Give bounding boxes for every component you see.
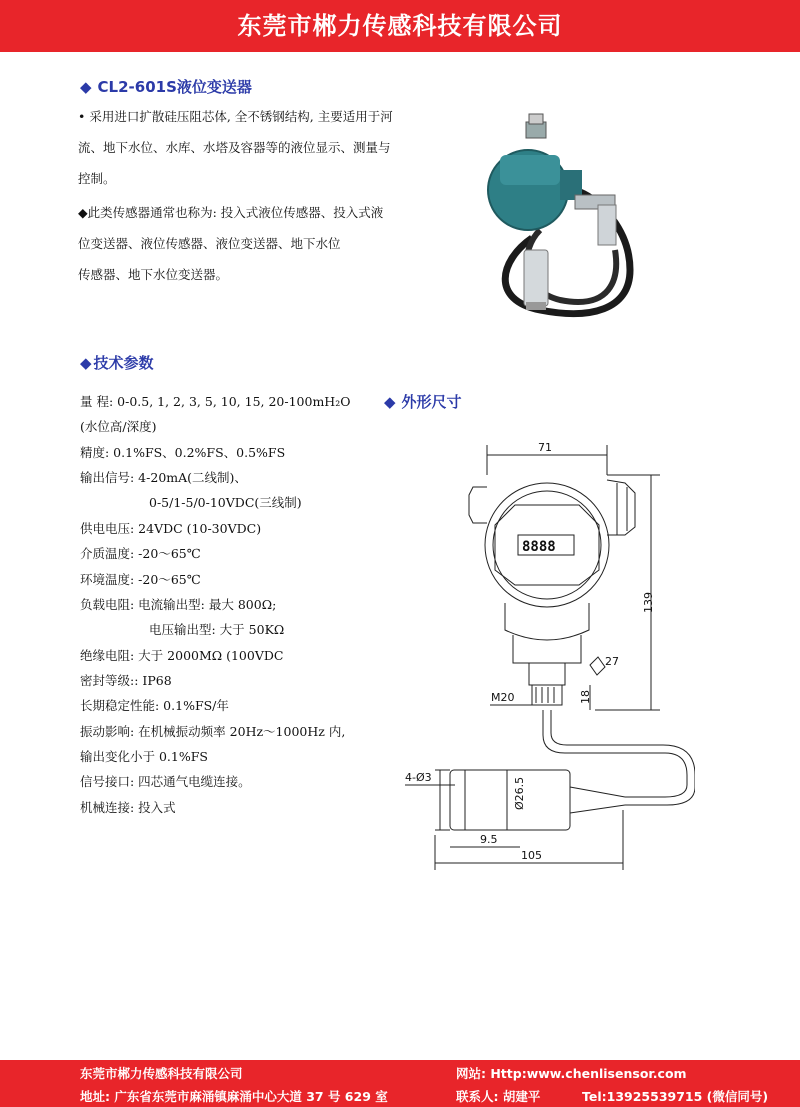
dimension-drawing (395, 435, 695, 875)
spec-load-voltage: 电压输出型: 大于 50KΩ (149, 622, 285, 637)
intro-line: 位变送器、液位传感器、液位变送器、地下水位 (78, 236, 341, 251)
spec-output: 输出信号: 4-20mA(二线制)、 (80, 470, 247, 485)
product-title: CL2-601S液位变送器 (97, 78, 252, 96)
spec-range: 量 程: 0-0.5, 1, 2, 3, 5, 10, 15, 20-100mH₂O (80, 394, 351, 409)
diamond-icon: ◆ (384, 393, 396, 411)
company-title: 东莞市郴力传感科技有限公司 (237, 12, 563, 40)
intro-line: 控制。 (78, 171, 116, 186)
footer-banner (0, 1060, 800, 1107)
spec-insulation: 绝缘电阻: 大于 2000MΩ (100VDC (80, 648, 284, 663)
spec-output-voltage: 0-5/1-5/0-10VDC(三线制) (149, 495, 302, 510)
tech-heading (80, 352, 154, 373)
spec-sealing: 密封等级:: IP68 (80, 673, 172, 688)
dim-wrench: 27 (605, 655, 619, 668)
spec-vibration-output: 输出变化小于 0.1%FS (80, 749, 208, 764)
product-heading (80, 76, 252, 97)
footer-company: 东莞市郴力传感科技有限公司 (80, 1066, 243, 1081)
intro-line: 传感器、地下水位变送器。 (78, 267, 229, 282)
spec-supply: 供电电压: 24VDC (10-30VDC) (80, 521, 262, 536)
footer-tel: Tel:13925539715 (微信同号) (582, 1089, 769, 1104)
dim-height: 139 (642, 592, 655, 613)
diamond-icon: ◆ (80, 78, 92, 96)
spec-vibration: 振动影响: 在机械振动频率 20Hz～1000Hz 内, (80, 724, 346, 739)
dim-thread: M20 (491, 691, 515, 704)
spec-signal: 信号接口: 四芯通气电缆连接。 (80, 774, 251, 789)
dim-width: 71 (538, 441, 552, 454)
footer-address: 地址: 广东省东莞市麻涌镇麻涌中心大道 37 号 629 室 (80, 1089, 388, 1104)
spec-stability: 长期稳定性能: 0.1%FS/年 (80, 698, 229, 713)
product-photo (480, 110, 660, 320)
svg-text:8888: 8888 (522, 539, 556, 555)
dim-thread-length: 18 (579, 690, 592, 704)
spec-medium-temp: 介质温度: -20～65℃ (80, 546, 201, 561)
intro-paragraph (78, 101, 448, 290)
dim-probe-offset: 9.5 (480, 833, 498, 846)
spec-accuracy: 精度: 0.1%FS、0.2%FS、0.5%FS (80, 445, 286, 460)
dimension-heading-label: 外形尺寸 (401, 393, 462, 411)
dim-holes: 4-Ø3 (405, 771, 432, 784)
spec-range-note: (水位高/深度) (80, 419, 157, 434)
dimension-heading (384, 391, 462, 412)
diamond-icon: ◆ (80, 354, 92, 372)
dim-probe-length: 105 (521, 849, 542, 862)
spec-load: 负载电阻: 电流输出型: 最大 800Ω; (80, 597, 277, 612)
footer-website[interactable]: 网站: Http:www.chenlisensor.com (456, 1066, 687, 1081)
footer-contact: 联系人: 胡建平 (456, 1089, 541, 1104)
intro-line: 流、地下水位、水库、水塔及容器等的液位显示、测量与 (78, 140, 391, 155)
intro-line: • 采用进口扩散硅压阻芯体, 全不锈钢结构, 主要适用于河 (78, 109, 393, 124)
tech-heading-label: 技术参数 (93, 354, 154, 372)
spec-ambient-temp: 环境温度: -20～65℃ (80, 572, 201, 587)
intro-line: ◆此类传感器通常也称为: 投入式液位传感器、投入式液 (78, 205, 384, 220)
dim-probe-diameter: Ø26.5 (513, 776, 526, 810)
spec-mechanical: 机械连接: 投入式 (80, 800, 176, 815)
